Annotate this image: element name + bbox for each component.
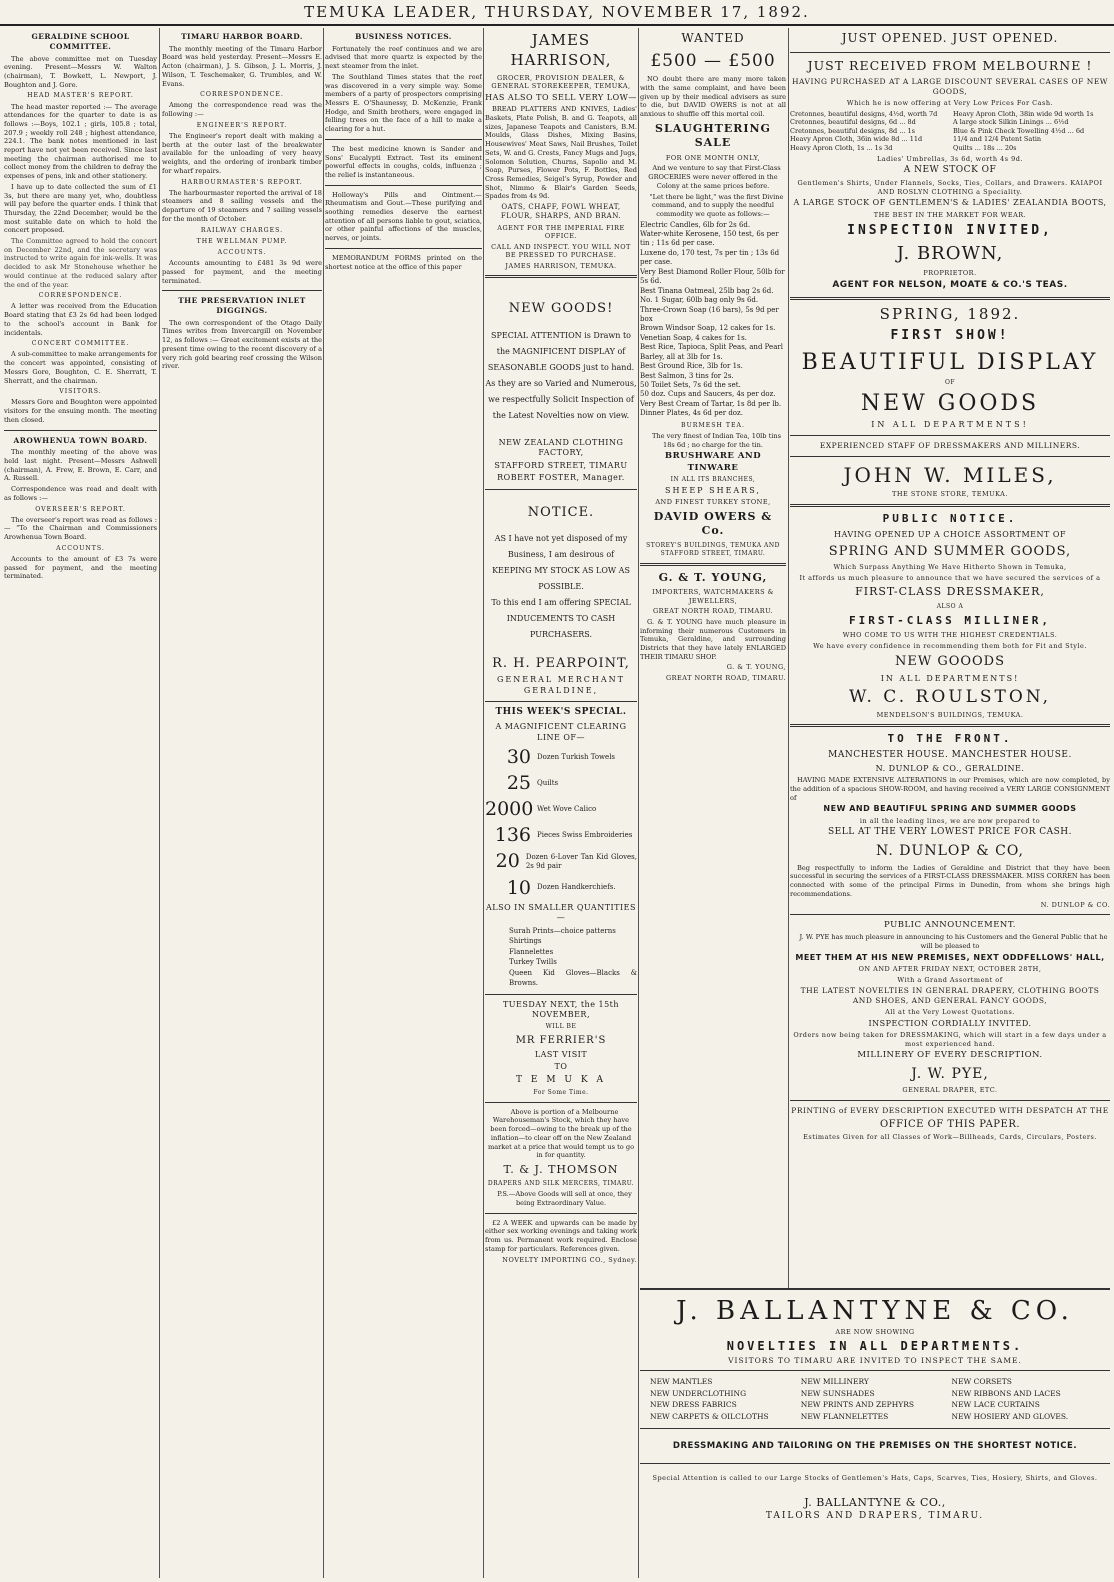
ad-text: KEEPING MY STOCK AS LOW AS POSSIBLE. bbox=[492, 565, 630, 591]
paragraph: Fortunately the reef continues and we are advised that more quartz is expected by the next steamer from the inlet. bbox=[325, 44, 482, 71]
paragraph: The overseer's report was read as follows :— "To the Chairman and Commissioners Arowhenua Town Board. bbox=[4, 515, 157, 542]
divider bbox=[325, 185, 482, 186]
table-cell: Cretonnes, beautiful designs, 8d ... 1s bbox=[790, 126, 915, 135]
ad-title: OFFICE OF THIS PAPER. bbox=[879, 1118, 1021, 1130]
ad-text: INSPECTION CORDIALLY INVITED. bbox=[868, 1018, 1032, 1028]
list-item: NEW LACE CURTAINS bbox=[951, 1400, 1040, 1410]
ad-text: A LARGE STOCK OF GENTLEMEN'S & LADIES' ZEALANDIA BOOTS, bbox=[793, 198, 1107, 208]
ad-text: P.S.—Above Goods will sell at once, they being Extraordinary Value. bbox=[497, 1190, 632, 1208]
subheading: CORRESPONDENCE. bbox=[200, 91, 284, 99]
ad-title: SPRING, 1892. bbox=[879, 304, 1021, 323]
paragraph: The above committee met on Tuesday evening. Present—Messrs W. Walton (chairman), T. Bowkett, L. Newport, J. Boughton and J. Gore. bbox=[4, 54, 157, 89]
subheading: VISITORS. bbox=[59, 388, 102, 396]
table-cell: Heavy Apron Cloth, 36in wide 8d ... 11d bbox=[790, 135, 923, 144]
specials-list bbox=[485, 745, 637, 900]
price-item: Best Ground Rice, 3lb for 1s. bbox=[640, 362, 743, 371]
special-qty: 25 bbox=[506, 772, 531, 795]
ad-text: MEET THEM AT HIS NEW PREMISES, NEXT ODDFELLOWS' HALL, bbox=[795, 952, 1105, 962]
ad-title: NOTICE. bbox=[527, 504, 595, 520]
column-1 bbox=[4, 28, 157, 1578]
divider bbox=[790, 456, 1110, 457]
ad-text: AS I have not yet disposed of my Business, I am desirous of bbox=[494, 533, 628, 559]
ad-title: SHEEP SHEARS, bbox=[665, 485, 761, 495]
ad-text: HAS ALSO TO SELL VERY LOW— bbox=[485, 92, 637, 102]
divider bbox=[4, 430, 157, 431]
paragraph: The harbourmaster reported the arrival of 18 steamers and 8 sailing vessels and the departure of 19 steamers and 7 sailing vessels for the month of October. bbox=[162, 188, 322, 223]
ad-text: Which Surpass Anything We Have Hitherto Shown in Temuka, bbox=[833, 563, 1067, 572]
article-heading: THE PRESERVATION INLET DIGGINGS. bbox=[178, 296, 306, 316]
ad-text: WHO COME TO US WITH THE HIGHEST CREDENTIALS. bbox=[842, 631, 1058, 640]
price-list bbox=[640, 221, 786, 419]
ad-title: PUBLIC NOTICE. bbox=[882, 512, 1018, 525]
divider bbox=[640, 1428, 1110, 1429]
column-3 bbox=[325, 28, 482, 1578]
ad-title: NOVELTIES IN ALL DEPARTMENTS. bbox=[726, 1339, 1024, 1353]
price-item: Dinner Plates, 4s 6d per doz. bbox=[640, 409, 743, 418]
divider bbox=[485, 489, 637, 490]
price-item: Water-white Kerosene, 150 test, 6s per tin ; 11s 6d per case. bbox=[640, 230, 779, 248]
ad-text: Orders now being taken for DRESSMAKING, which will start in a few days under a most experienced hand. bbox=[793, 1031, 1107, 1048]
special-desc: Dozen 6-Lover Tan Kid Gloves, 2s 9d pair bbox=[525, 852, 637, 870]
price-item: Best Tinana Oatmeal, 25lb bag 2s 6d. bbox=[640, 286, 774, 295]
divider bbox=[485, 701, 637, 702]
ad-david-owers bbox=[640, 31, 786, 558]
list-item: NEW UNDERCLOTHING bbox=[650, 1388, 747, 1398]
subheading: HARBOURMASTER'S REPORT. bbox=[181, 178, 303, 186]
ad-title: N. DUNLOP & CO, bbox=[876, 843, 1024, 860]
ad-title: JUST RECEIVED FROM MELBOURNE ! bbox=[807, 57, 1093, 73]
table-row bbox=[790, 110, 1110, 119]
ad-text: SPECIAL ATTENTION is Drawn to the MAGNIFICENT DISPLAY of SEASONABLE GOODS just to hand. As they are so Varied and Numerous, we respectfully Solicit Inspection of the Latest Novelties now on view. bbox=[485, 330, 637, 420]
table-cell: Heavy Apron Cloth, 1s ... 1s 3d bbox=[790, 144, 893, 152]
ad-title: FIRST-CLASS MILLINER, bbox=[848, 613, 1052, 627]
ad-text: Estimates Given for all Classes of Work—Billheads, Cards, Circulars, Posters. bbox=[803, 1132, 1097, 1141]
ad-text: JAMES HARRISON, TEMUKA. bbox=[505, 261, 617, 270]
ad-title: R. H. PEARPOINT, bbox=[492, 655, 630, 671]
ad-text: EXPERIENCED STAFF OF DRESSMAKERS AND MILLINERS. bbox=[819, 441, 1081, 451]
list-item: NEW SUNSHADES bbox=[800, 1388, 875, 1398]
ad-text: "Let there be light," was the first Divine command, and to supply the needful commodity we quote as follows:— bbox=[649, 192, 784, 218]
price-item: Best Salmon, 3 tins for 2s. bbox=[640, 371, 734, 380]
ad-title: PUBLIC ANNOUNCEMENT. bbox=[884, 920, 1016, 931]
ad-text: N. DUNLOP & CO., GERALDINE. bbox=[875, 763, 1025, 773]
ad-text: WILL BE bbox=[545, 1022, 577, 1030]
paragraph: The own correspondent of the Otago Daily Times writes from Invercargill on November 12, as follows :— Great excitement exists at the present time owing to the recent discovery of a very rich gold bearing reef crossing the Wilson river. bbox=[162, 318, 322, 371]
special-desc: Pieces Swiss Embroideries bbox=[537, 831, 633, 840]
paragraph: The head master reported :— The average attendances for the quarter to date is as follows :—Boys, 102.1 ; girls, 105.8 ; total, 207.9 ; weekly roll 248 ; highest attendance, 224.1. The bank notes mentioned in last report have not yet been received. Since last meeting the chairman authorised me to collect money from the children to defray the expenses of pens, ink and other stationery. bbox=[4, 102, 157, 181]
list-item: NEW CARPETS & OILCLOTHS bbox=[650, 1411, 769, 1421]
ad-title: JUST OPENED. JUST OPENED. bbox=[841, 31, 1059, 45]
special-item bbox=[485, 849, 637, 874]
list-item: Shirtings bbox=[509, 937, 542, 946]
ad-text: THE BEST IN THE MARKET FOR WEAR. bbox=[873, 210, 1027, 219]
ad-text: PROPRIETOR. bbox=[923, 269, 977, 278]
table-row bbox=[790, 144, 1110, 153]
table-row bbox=[640, 1411, 1110, 1423]
list-item: NEW RIBBONS AND LACES bbox=[951, 1388, 1061, 1398]
ad-text: STAFFORD STREET, TIMARU bbox=[494, 460, 628, 470]
paragraph: Among the correspondence read was the following :— bbox=[162, 101, 322, 119]
paragraph: The best medicine known is Sander and Sons' Eucalypti Extract. Test its eminent powerful effects in coughs, colds, influenza ; the relief is instantaneous. bbox=[325, 144, 482, 179]
ad-notice bbox=[485, 504, 637, 696]
ad-text: NO doubt there are many more taken with the same complaint, and have been given up by their medical advisers as sure to die, but DAVID OWERS is not at all anxious to shuffle off this mortal coil. bbox=[640, 75, 786, 119]
special-desc: Wet Wove Calico bbox=[537, 805, 597, 814]
ad-text: Which he is now offering at Very Low Prices For Cash. bbox=[846, 99, 1054, 108]
ad-title: DAVID OWERS & Co. bbox=[653, 509, 773, 538]
ad-text: IMPORTERS, WATCHMAKERS & JEWELLERS, bbox=[652, 588, 774, 605]
ad-n-dunlop bbox=[790, 732, 1110, 909]
ad-text: HAVING MADE EXTENSIVE ALTERATIONS in our Premises, which are now completed, by the addition of a spacious SHOW-ROOM, and having received a VERY LARGE CONSIGNMENT of bbox=[790, 776, 1110, 802]
ad-text: ALSO IN SMALLER QUANTITIES— bbox=[486, 902, 636, 923]
ad-text: Gentlemen's Shirts, Under Flannels, Socks, Ties, Collars, and Drawers. KAIAPOI AND ROSLYN CLOTHING a Speciality. bbox=[797, 179, 1103, 196]
table-cell: A large stock Silkin Linings ... 6½d bbox=[953, 118, 1069, 127]
ad-text: We have every confidence in recommending them both for Fit and Style. bbox=[813, 641, 1087, 650]
ad-text: SELL AT THE VERY LOWEST PRICE FOR CASH. bbox=[827, 827, 1072, 838]
subheading: ACCOUNTS. bbox=[217, 248, 267, 256]
ad-ballantyne bbox=[640, 1288, 1110, 1580]
paragraph: Accounts amounting to £481 3s 9d were passed for payment, and the meeting terminated. bbox=[162, 259, 322, 285]
ad-title: J. BALLANTYNE & CO., bbox=[804, 1495, 946, 1509]
divider bbox=[790, 504, 1110, 507]
specials-small-list bbox=[485, 926, 637, 989]
subheading: HEAD MASTER'S REPORT. bbox=[27, 92, 134, 100]
divider bbox=[790, 297, 1110, 300]
ad-text: BREAD PLATTERS AND KNIVES, Ladies' Baskets, Plate Polish, B. and G. Teapots, all sizes, Japanese Teapots and Canisters, B.M. Moulds, Glass Dishes, Mixing Basins, Housewives' Meat Saws, Nail Brushes, Toilet Sets, W. and G. Crests, Fancy Mugs and Jugs, Solomon Solution, Churns, Sapolio and M. Soap, Purses, Flower Pots, F. Bottles, Red Cross Remedies, Seigel's Syrup, Powder and Shot, Nimmo & Blair's Garden Seeds, Spades from 4s 9d. bbox=[485, 105, 637, 201]
special-item bbox=[485, 823, 637, 848]
ad-text: DRESSMAKING AND TAILORING ON THE PREMISES ON THE SHORTEST NOTICE. bbox=[672, 1440, 1078, 1451]
special-qty: 2000 bbox=[485, 798, 534, 821]
ad-title: W. C. ROULSTON, bbox=[849, 687, 1051, 708]
ad-title: SPRING AND SUMMER GOODS, bbox=[828, 544, 1072, 560]
table-row bbox=[640, 1376, 1110, 1388]
article-heading: AROWHENUA TOWN BOARD. bbox=[13, 435, 148, 445]
ad-title: BEAUTIFUL DISPLAY bbox=[801, 349, 1099, 375]
divider bbox=[790, 724, 1110, 727]
ad-title: SLAUGHTERING SALE bbox=[655, 121, 771, 150]
divider bbox=[325, 248, 482, 249]
ballantyne-items bbox=[640, 1376, 1110, 1423]
ad-text: GENERAL MERCHANT GERALDINE, bbox=[497, 675, 625, 695]
article-heading: BUSINESS NOTICES. bbox=[355, 32, 452, 41]
ad-text: PRINTING of EVERY DESCRIPTION EXECUTED WITH DESPATCH AT THE bbox=[791, 1105, 1109, 1115]
divider bbox=[325, 139, 482, 140]
ad-title: G. & T. YOUNG, bbox=[658, 570, 768, 584]
paragraph: The monthly meeting of the above was held last night. Present—Messrs Ashwell (chairman), A. Frew, E. Brown, E. Carr, and A. Russell. bbox=[4, 448, 157, 483]
ad-title: MR FERRIER'S bbox=[515, 1034, 607, 1046]
ad-text: NEW ZEALAND CLOTHING FACTORY, bbox=[498, 437, 624, 458]
ad-text: NEW AND BEAUTIFUL SPRING AND SUMMER GOODS bbox=[823, 804, 1077, 814]
ad-text: OATS, CHAFF, FOWL WHEAT, FLOUR, SHARPS, AND BRAN. bbox=[500, 203, 622, 221]
ad-text: Beg respectfully to inform the Ladies of Geraldine and District that they have been successful in securing the services of a FIRST-CLASS DRESSMAKER. MISS CORREN has been connected with some of the principal Firms in Dunedin, from whom she brings high recommendations. bbox=[790, 863, 1110, 898]
list-item: Flannelettes bbox=[509, 947, 554, 956]
ad-text: VISITORS TO TIMARU ARE INVITED TO INSPECT THE SAME. bbox=[728, 1356, 1022, 1365]
subheading: ENGINEER'S REPORT. bbox=[196, 121, 288, 129]
table-cell: Quilts ... 18s ... 20s bbox=[953, 144, 1017, 152]
paragraph: The Engineer's report dealt with making a berth at the outer last of the breakwater available for the unloading of very heavy weights, and the ordering of ironbark timber for wharf repairs. bbox=[162, 132, 322, 175]
list-item: Turkey Twills bbox=[509, 958, 557, 967]
price-item: Very Best Diamond Roller Flour, 50lb for 5s 6d. bbox=[640, 267, 785, 286]
article-heading: TIMARU HARBOR BOARD. bbox=[181, 32, 303, 41]
special-item bbox=[485, 876, 637, 901]
divider bbox=[640, 1463, 1110, 1464]
paragraph: A letter was received from the Education Board stating that £3 2s 6d had been lodged to the school's account in Bank for incidentals. bbox=[4, 302, 157, 337]
subheading: CONCERT COMMITTEE. bbox=[31, 340, 130, 348]
ad-title: T. & J. THOMSON bbox=[503, 1162, 619, 1176]
ad-title: £500 — £500 bbox=[650, 50, 776, 71]
list-item: NEW PRINTS AND ZEPHYRS bbox=[800, 1400, 915, 1410]
price-item: 50 Toilet Sets, 7s 6d the set. bbox=[640, 381, 741, 390]
ad-text: TUESDAY NEXT, the 15th NOVEMBER, bbox=[502, 999, 620, 1020]
subheading: BURMESH TEA. bbox=[681, 421, 745, 429]
divider bbox=[162, 290, 322, 291]
column-4 bbox=[485, 28, 637, 1578]
table-row bbox=[790, 127, 1110, 136]
ad-title: A NEW STOCK OF bbox=[903, 165, 997, 176]
paragraph: The monthly meeting of the Timaru Harbor Board was held yesterday. Present—Messrs E. Acton (chairman), J. S. Gibson, J. L. Morris, J. Wilson, T. Teschemaker, G. Trumbles, and W. Evans. bbox=[162, 44, 322, 88]
ad-text: For Some Time. bbox=[533, 1088, 589, 1096]
ad-text: Above is portion of a Melbourne Warehouseman's Stock, which they have been forced—owing to the break up of the inflation—to clear off on the New Zealand market at a price that would tempt us to go in for quantity. bbox=[487, 1107, 635, 1160]
ad-text: IN ALL ITS BRANCHES, bbox=[670, 475, 756, 483]
ad-title: NEW GOODS! bbox=[508, 301, 614, 317]
divider bbox=[790, 435, 1110, 436]
paragraph: Holloway's Pills and Ointment.—Rheumatism and Gout.—These purifying and soothing remedies deserve the earnest attention of all persons liable to gout, sciatica, or other painful affections of the muscles, nerves, or joints. bbox=[325, 190, 482, 243]
ad-new-goods bbox=[485, 300, 637, 483]
price-item: Very Best Cream of Tartar, 1s 8d per lb. bbox=[640, 399, 782, 408]
ad-text: IN ALL DEPARTMENTS! bbox=[871, 419, 1029, 429]
ad-wc-roulston bbox=[790, 512, 1110, 719]
ad-text: And we venture to say that First-Class GROCERIES were never offered in the Colony at the same prices before. bbox=[648, 164, 781, 190]
ad-text: GENERAL DRAPER, ETC. bbox=[902, 1086, 998, 1095]
special-desc: Quilts bbox=[537, 779, 559, 788]
ad-text: MANCHESTER HOUSE. MANCHESTER HOUSE. bbox=[828, 749, 1072, 760]
divider bbox=[485, 1213, 637, 1214]
column-rule bbox=[159, 28, 160, 1578]
divider bbox=[790, 1100, 1110, 1101]
special-qty: 20 bbox=[495, 850, 520, 873]
list-item: NEW HOSIERY AND GLOVES. bbox=[951, 1411, 1069, 1421]
ad-text: G. & T. YOUNG have much pleasure in informing their numerous Customers in Temuka, Geraldine, and surrounding Districts that they have lately ENLARGED THEIR TIMARU SHOP. bbox=[640, 617, 786, 661]
special-qty: 30 bbox=[506, 746, 531, 769]
ad-text: It affords us much pleasure to announce that we have secured the services of a bbox=[799, 573, 1101, 582]
ad-title: J. BALLANTYNE & CO. bbox=[676, 1296, 1074, 1326]
table-cell: Cretonnes, beautiful designs, 4½d, worth 7d bbox=[790, 109, 938, 118]
ad-text: MILLINERY OF EVERY DESCRIPTION. bbox=[857, 1050, 1043, 1061]
special-desc: Dozen Handkerchiefs. bbox=[537, 883, 616, 892]
column-rule bbox=[323, 28, 324, 1578]
column-rule bbox=[638, 28, 639, 1578]
ad-text: CALL AND INSPECT. YOU WILL NOT BE PRESSED TO PURCHASE. bbox=[491, 242, 631, 260]
special-qty: 136 bbox=[494, 824, 531, 847]
list-item: NEW FLANNELETTES bbox=[800, 1411, 889, 1421]
price-item: Three-Crown Soap (16 bars), 5s 9d per box bbox=[640, 305, 779, 323]
ad-text: A MAGNIFICENT CLEARING LINE OF— bbox=[495, 722, 627, 742]
paragraph: MEMORANDUM FORMS printed on the shortest notice at the office of this paper bbox=[325, 253, 482, 271]
list-item: NEW MANTLES bbox=[650, 1377, 713, 1386]
column-2 bbox=[162, 28, 322, 1578]
table-cell: Blue & Pink Check Towelling 4½d ... 6d bbox=[953, 126, 1085, 135]
ad-text: £2 A WEEK and upwards can be made by either sex working evenings and taking work from us. Permanent work required. Enclose stamp for particulars. References given. bbox=[485, 1218, 637, 1253]
table-row bbox=[640, 1399, 1110, 1411]
divider bbox=[485, 1102, 637, 1103]
special-item bbox=[485, 797, 637, 822]
ad-text: T E M U K A bbox=[516, 1074, 606, 1085]
list-item: NEW DRESS FABRICS bbox=[650, 1400, 737, 1410]
ad-text: All at the Very Lowest Quotations. bbox=[885, 1008, 1015, 1017]
subheading: ACCOUNTS. bbox=[56, 544, 105, 552]
paragraph: Correspondence was read and dealt with as follows :— bbox=[4, 485, 157, 502]
ad-john-w-miles bbox=[790, 305, 1110, 499]
ad-text: NOVELTY IMPORTING CO., Sydney. bbox=[502, 1255, 637, 1264]
ad-text: GROCER, PROVISION DEALER, & GENERAL STOREKEEPER, TEMUKA, bbox=[491, 73, 631, 91]
ad-title: THIS WEEK'S SPECIAL. bbox=[495, 707, 627, 718]
ad-title: NEW GOOODS bbox=[894, 654, 1006, 670]
table-cell: Cretonnes, beautiful designs, 6d ... 8d bbox=[790, 118, 916, 127]
ad-j-brown bbox=[790, 31, 1110, 292]
list-item: Surah Prints—choice patterns bbox=[509, 926, 616, 935]
divider bbox=[485, 994, 637, 995]
ad-title: FIRST SHOW! bbox=[890, 328, 1010, 344]
subheading: CORRESPONDENCE. bbox=[38, 292, 123, 300]
subheading: THE WELLMAN PUMP. bbox=[196, 237, 288, 245]
divider bbox=[640, 1370, 1110, 1371]
special-desc: Dozen Turkish Towels bbox=[537, 753, 616, 762]
table-row bbox=[790, 118, 1110, 127]
ad-text: The very finest of Indian Tea, 10lb tins 18s 6d ; no charge for the tin. bbox=[652, 431, 781, 449]
ad-text: THE STONE STORE, TEMUKA. bbox=[892, 490, 1008, 499]
ad-thomson bbox=[485, 1108, 637, 1208]
ad-gt-young bbox=[640, 571, 786, 683]
ad-james-harrison bbox=[485, 31, 637, 270]
special-qty: 10 bbox=[506, 876, 531, 899]
ad-text: HAVING PURCHASED AT A LARGE DISCOUNT SEVERAL CASES OF NEW GOODS, bbox=[791, 77, 1109, 97]
ad-text: TO bbox=[554, 1062, 568, 1072]
ad-title: BRUSHWARE AND TINWARE bbox=[664, 451, 762, 473]
ad-printing bbox=[790, 1106, 1110, 1142]
cretonnes-list bbox=[790, 110, 1110, 153]
list-item: NEW MILLINERY bbox=[800, 1377, 869, 1386]
ad-text: ROBERT FOSTER, Manager. bbox=[497, 473, 625, 483]
ad-text: AGENT FOR NELSON, MOATE & CO.'S TEAS. bbox=[832, 279, 1068, 290]
ad-text: AND FINEST TURKEY STONE, bbox=[655, 498, 771, 507]
ad-text: G. & T. YOUNG, bbox=[726, 663, 786, 672]
ad-text: ALSO A bbox=[936, 602, 964, 610]
price-item: Best Rice, Tapioca, Split Peas, and Pearl Barley, all at 3lb for 1s. bbox=[640, 343, 783, 361]
subheading: RAILWAY CHARGES. bbox=[200, 226, 284, 234]
ad-text: HAVING OPENED UP A CHOICE ASSORTMENT OF bbox=[833, 529, 1066, 539]
paragraph: I have up to date collected the sum of £1 3s, but there are many yet, who, doubtless will pay before the quarter ends. I think that Thursday, the 22nd December, would be the most suitable date on which to hold the concert proposed. bbox=[4, 182, 157, 235]
ad-text: To this end I am offering SPECIAL INDUCEMENTS TO CASH PURCHASERS. bbox=[491, 597, 631, 639]
ad-this-weeks-special bbox=[485, 707, 637, 989]
paragraph: Messrs Gore and Boughton were appointed visitors for the ensuing month. The meeting then closed. bbox=[4, 398, 157, 424]
special-item bbox=[485, 745, 637, 770]
ad-text: FOR ONE MONTH ONLY, bbox=[665, 153, 761, 162]
ad-title: TO THE FRONT. bbox=[887, 732, 1013, 746]
ad-text: GREAT NORTH ROAD, TIMARU. bbox=[652, 607, 774, 616]
price-item: Venetian Soap, 4 cakes for 1s. bbox=[640, 333, 747, 342]
paragraph: The Committee agreed to hold the concert on December 22nd, and the secretary was instructed to write again for ink-wells. It was decided to ask Mr Stonehouse whether he would continue at the reduced salary after the end of the year. bbox=[4, 237, 157, 289]
price-item: Brown Windsor Soap, 12 cakes for 1s. bbox=[640, 324, 776, 333]
ad-title: JAMES HARRISON, bbox=[510, 31, 612, 69]
ad-text: TAILORS AND DRAPERS, TIMARU. bbox=[765, 1510, 985, 1521]
ad-title: FIRST-CLASS DRESSMAKER, bbox=[855, 585, 1045, 599]
ad-text: AGENT FOR THE IMPERIAL FIRE OFFICE. bbox=[497, 223, 625, 241]
ad-text: Special Attention is called to our Large Stocks of Gentlemen's Hats, Caps, Scarves, Ties, Hosiery, Shirts, and Gloves. bbox=[652, 1473, 1098, 1482]
ad-title: NEW GOODS bbox=[860, 390, 1040, 416]
ad-title: J. W. PYE, bbox=[911, 1065, 989, 1082]
table-row bbox=[640, 1388, 1110, 1400]
price-item: Electric Candles, 6lb for 2s 6d. bbox=[640, 220, 751, 229]
ad-text: LAST VISIT bbox=[534, 1049, 588, 1059]
ad-jw-pye bbox=[790, 920, 1110, 1095]
ad-text: OF bbox=[944, 378, 956, 386]
ad-text: Ladies' Umbrellas, 3s 6d, worth 4s 9d. bbox=[876, 154, 1024, 163]
ad-text: STOREY'S BUILDINGS, TEMUKA AND STAFFORD STREET, TIMARU. bbox=[646, 541, 780, 557]
price-item: 50 doz. Cups and Saucers, 4s per doz. bbox=[640, 390, 776, 399]
article-heading: GERALDINE SCHOOL COMMITTEE. bbox=[31, 32, 130, 51]
ad-title: J. BROWN, bbox=[896, 243, 1004, 265]
ad-text: With a Grand Assortment of bbox=[897, 975, 1003, 984]
ad-text: THE LATEST NOVELTIES IN GENERAL DRAPERY, CLOTHING BOOTS AND SHOES, AND GENERAL FANCY GOODS, bbox=[800, 986, 1100, 1006]
price-item: Luxene do, 170 test, 7s per tin ; 13s 6d per case. bbox=[640, 248, 780, 267]
divider bbox=[790, 52, 1110, 53]
ad-title: INSPECTION INVITED, bbox=[847, 223, 1053, 239]
paragraph: A sub-committee to make arrangements for the concert was appointed, consisting of Messrs Gore, Boughton, C. E. Sherratt, T. Sherratt, and the chairman. bbox=[4, 350, 157, 385]
ad-text: J. W. PYE has much pleasure in announcing to his Customers and the General Public that he will be pleased to bbox=[799, 933, 1108, 951]
ad-text: in all the leading lines, we are now prepared to bbox=[859, 816, 1041, 825]
special-item bbox=[485, 771, 637, 796]
ad-text: GREAT NORTH ROAD, TIMARU. bbox=[665, 674, 786, 683]
divider bbox=[790, 914, 1110, 915]
table-cell: Heavy Apron Cloth, 38in wide 9d worth 1s bbox=[953, 109, 1094, 118]
ad-title: JOHN W. MILES, bbox=[843, 463, 1057, 488]
divider bbox=[485, 275, 637, 278]
ad-text: DRAPERS AND SILK MERCERS, TIMARU. bbox=[487, 1180, 635, 1188]
ad-text: MENDELSON'S BUILDINGS, TEMUKA. bbox=[876, 710, 1024, 719]
price-item: No. 1 Sugar, 60lb bag only 9s 6d. bbox=[640, 296, 759, 305]
ad-text: ON AND AFTER FRIDAY NEXT, OCTOBER 28TH, bbox=[858, 965, 1042, 974]
paragraph: Accounts to the amount of £3 7s were passed for payment, and the meeting terminated. bbox=[4, 555, 157, 581]
column-rule bbox=[483, 28, 484, 1578]
subheading: OVERSEER'S REPORT. bbox=[35, 505, 126, 513]
ad-text: N. DUNLOP & CO. bbox=[1040, 900, 1110, 909]
list-item: NEW CORSETS bbox=[951, 1377, 1012, 1386]
ad-title: WANTED bbox=[681, 31, 745, 45]
divider bbox=[640, 563, 786, 566]
ad-text: ARE NOW SHOWING bbox=[835, 1328, 915, 1336]
masthead: TEMUKA LEADER, THURSDAY, NOVEMBER 17, 1892. bbox=[0, 0, 1114, 26]
list-item: Queen Kid Gloves—Blacks & Browns. bbox=[509, 968, 637, 988]
ad-mr-ferrier bbox=[485, 1000, 637, 1097]
table-cell: 11/4 and 12/4 Patent Satin bbox=[953, 135, 1042, 144]
ad-text: IN ALL DEPARTMENTS! bbox=[880, 673, 1020, 683]
paragraph: The Southland Times states that the reef was discovered in a very simple way. Some members of a party of prospectors comprising Messrs E. O'Shaunessy, D. McKenzie, Frank Hodge, and Smith brothers, were engaged in felling trees on the face of a hill to make a clearing for a hut. bbox=[325, 72, 482, 134]
table-row bbox=[790, 135, 1110, 144]
